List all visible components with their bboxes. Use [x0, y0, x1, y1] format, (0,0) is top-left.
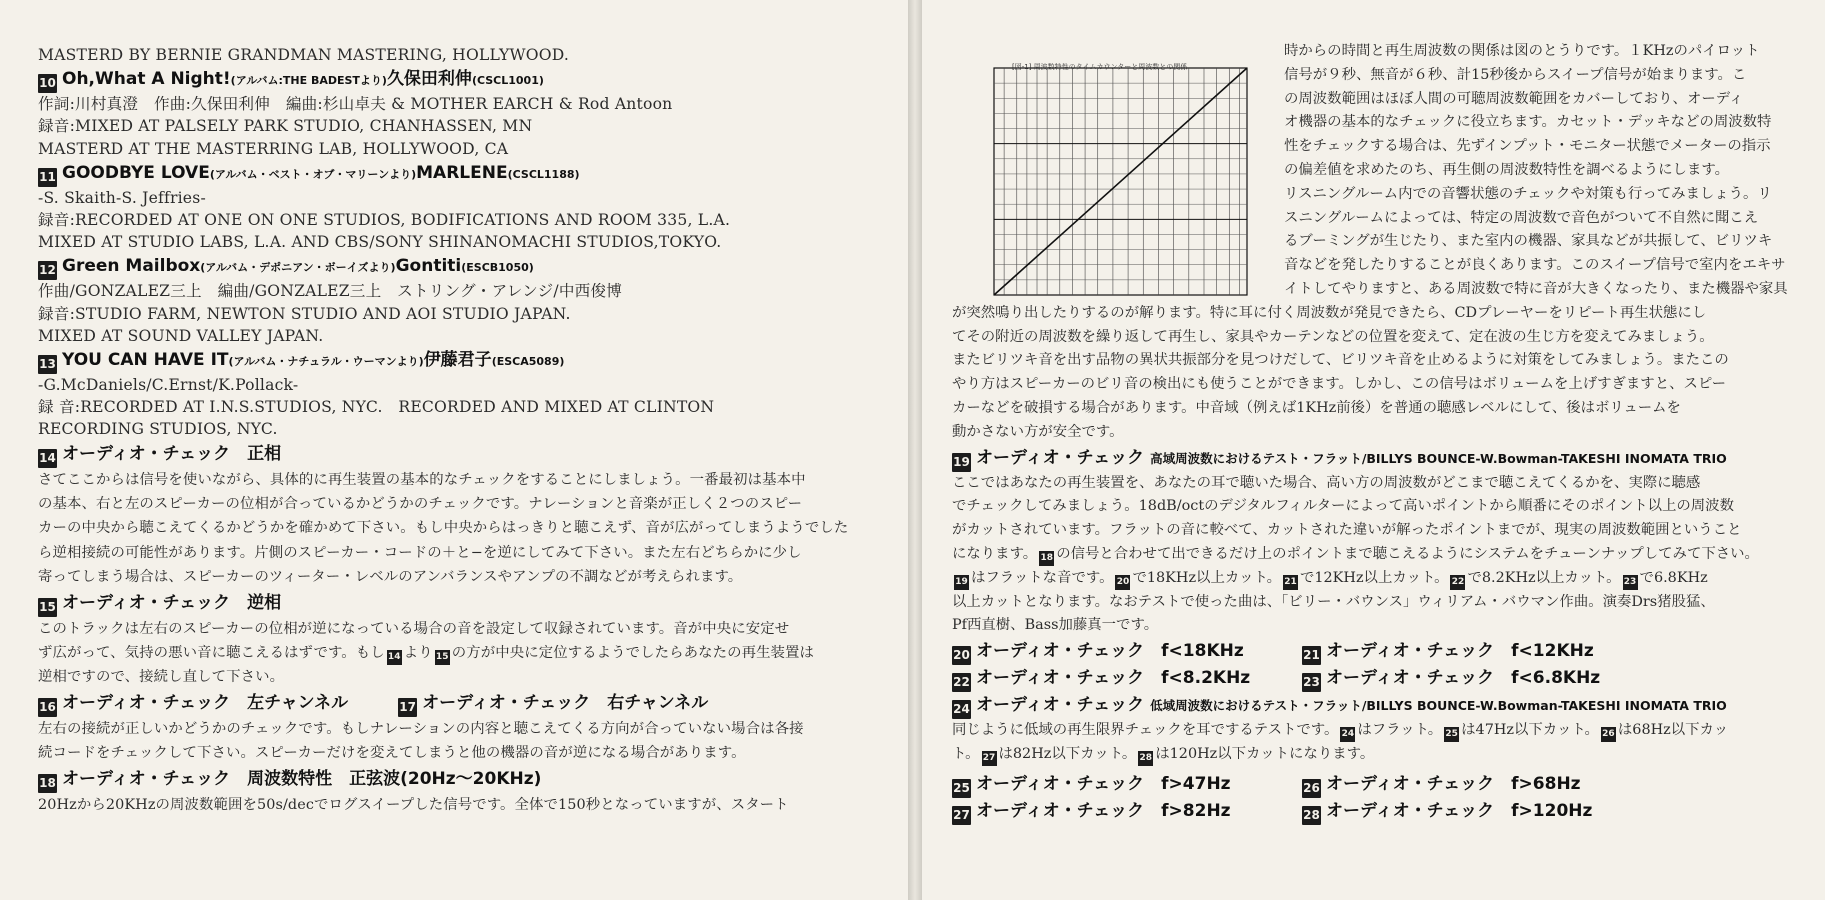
track-number-badge: 17	[398, 698, 417, 717]
credit-line: RECORDING STUDIOS, NYC.	[38, 420, 278, 439]
track-number-badge: 13	[38, 355, 57, 374]
body-line: カーなどを破損する場合があります。中音域（例えば1KHz前後）を普通の聴感レベルにして、後はボリュームを	[952, 399, 1681, 416]
credit-line: -S. Skaith-S. Jeffries-	[38, 188, 206, 207]
track-number-badge: 24	[952, 700, 971, 719]
track-subtitle: 低域周波数におけるテスト・フラット/BILLYS BOUNCE-W.Bowman-TAKESHI INOMATA TRIO	[1150, 698, 1727, 714]
body-line	[38, 641, 880, 665]
track-number-badge: 27	[952, 806, 971, 825]
body-line: さてここからは信号を使いながら、具体的に再生装置の基本的なチェックをすることにしましょう。一番最初は基本中	[38, 471, 806, 488]
track-20-heading	[952, 639, 1302, 665]
track-title: オーディオ・チェック	[976, 695, 1145, 716]
credit-line: 作曲/GONZALEZ三上 編曲/GONZALEZ三上 ストリング・アレンジ/中西俊博	[38, 282, 623, 301]
body-line: カーの中央から聴こえてくるかどうかを確かめて下さい。もし中央からはっきりと聴こえず、音が広がってしまうようでした	[38, 520, 849, 537]
track-number-badge: 12	[38, 261, 57, 280]
track-grid-row	[952, 638, 1805, 665]
track-number-badge: 25	[952, 779, 971, 798]
body-line: 左右の接続が正しいかどうかのチェックです。もしナレーションの内容と聴こえてくる方向が合っていない場合は各接	[38, 720, 804, 737]
album-note: (アルバム・ナチュラル・ウーマンより)	[228, 355, 424, 369]
body-line: が突然鳴り出したりするのが解ります。特に耳に付く周波数が発見できたら、CDプレーヤーをリピート再生状態にし	[952, 304, 1707, 321]
track-11-heading	[38, 161, 880, 187]
track-15-heading	[38, 591, 880, 617]
body-line: てその附近の周波数を繰り返して再生し、家具やカーテンなどの位置を変えて、定在波の生じ方を変えてみましょう。	[952, 328, 1714, 345]
credit-line: MIXED AT STUDIO LABS, L.A. AND CBS/SONY SHINANOMACHI STUDIOS,TOKYO.	[38, 233, 722, 252]
track-19-heading	[952, 446, 1805, 472]
inline-track-badge: 28	[1138, 751, 1153, 766]
body-line: 動かさない方が安全です。	[952, 423, 1124, 440]
left-page	[0, 0, 908, 900]
figure-caption: [図-1] 周波数特性のタイムカウンターと周波数との関係	[1012, 63, 1188, 71]
inline-track-badge: 27	[982, 751, 997, 766]
inline-track-badge: 24	[1340, 727, 1355, 742]
body-text: の信号と合わせて出できるだけ上のポイントまで聴こえるようにシステムをチューンナップしてみて下さい。	[1056, 545, 1759, 562]
body-line	[952, 719, 1805, 743]
credit-line: MIXED AT SOUND VALLEY JAPAN.	[38, 326, 324, 345]
body-text: で8.2KHz以上カット。	[1467, 569, 1621, 586]
track-18-heading	[38, 767, 880, 793]
catalog-code: (CSCL1188)	[507, 167, 580, 181]
track-title: オーディオ・チェック	[1326, 800, 1495, 821]
body-text: は82Hz以下カット。	[998, 745, 1137, 762]
body-line: の偏差値を求めたのち、再生側の周波数特性を調べるようにします。	[1284, 161, 1729, 178]
body-line: またビリツキ音を出す品物の異状共振部分を見つけだして、ビリツキ音を止めるように対策をしてみましょう。またこの	[952, 352, 1729, 369]
track-27-heading	[952, 799, 1302, 825]
track-13-heading	[38, 348, 880, 374]
track-10-heading	[38, 67, 880, 93]
credit-line: 録 音:RECORDED AT I.N.S.STUDIOS, NYC. RECORDED AND MIXED AT CLINTON	[38, 398, 715, 417]
track-number-badge: 26	[1302, 779, 1321, 798]
track-28-heading	[1302, 799, 1652, 825]
body-line: 続コードをチェックして下さい。スピーカーだけを変えてしまうと他の機器の音が逆になる場合があります。	[38, 745, 746, 762]
artist-name: MARLENE	[416, 162, 508, 183]
inline-track-badge: 20	[1115, 575, 1130, 590]
body-text: の方が中央に定位するようでしたらあなたの再生装置は	[451, 645, 815, 662]
credit-line: 録音:MIXED AT PALSELY PARK STUDIO, CHANHASSEN, MN	[38, 117, 533, 136]
track-title: オーディオ・チェック	[976, 447, 1145, 468]
inline-track-badge: 23	[1623, 575, 1638, 590]
cutoff-value: f>82Hz	[1161, 800, 1231, 821]
track-title: オーディオ・チェック	[976, 800, 1145, 821]
catalog-code: (ESCA5089)	[491, 355, 565, 369]
album-note: (アルバム・ベスト・オブ・マリーンより)	[209, 167, 417, 181]
body-line: ら逆相接続の可能性があります。片側のスピーカー・コードの＋と−を逆にしてみて下さい。また左右どちらかに少し	[38, 544, 802, 561]
track-26-heading	[1302, 772, 1652, 798]
track-subtitle: 高域周波数におけるテスト・フラット/BILLYS BOUNCE-W.Bowman-TAKESHI INOMATA TRIO	[1150, 450, 1727, 466]
cutoff-value: f<8.2KHz	[1161, 668, 1251, 689]
track-number-badge: 15	[38, 598, 57, 617]
cutoff-value: f>47Hz	[1161, 773, 1231, 794]
track-number-badge: 28	[1302, 806, 1321, 825]
body-text: で12KHz以上カット。	[1299, 569, 1449, 586]
track-number-badge: 11	[38, 168, 57, 187]
body-text: はフラット。	[1357, 722, 1443, 739]
body-line: 性をチェックする場合は、先ずインプット・モニター状態でメーターの指示	[1284, 138, 1771, 155]
track-title: オーディオ・チェック	[1326, 668, 1495, 689]
body-line: スニングルームによっては、特定の周波数で音色がついて不自然に聞こえ	[1284, 209, 1759, 226]
track-number-badge: 19	[952, 453, 971, 472]
track-21-heading	[1302, 639, 1652, 665]
body-line: 20Hzから20KHzの周波数範囲を50s/decでログスイープした信号です。全体で150秒となっていますが、スタート	[38, 796, 789, 813]
body-line: リスニングルーム内での音響状態のチェックや対策も行ってみましょう。リ	[1284, 185, 1772, 202]
sweep-graph-figure	[952, 40, 1272, 298]
body-line	[952, 743, 1805, 767]
body-line: 以上カットとなります。なおテストで使った曲は、「ビリー・バウンス」ウィリアム・バウマン作曲。演奏Drs猪股猛、	[952, 593, 1715, 610]
body-line: 寄ってしまう場合は、スピーカーのツィーター・レベルのアンバランスやアンプの不調などが考えられます。	[38, 569, 743, 586]
track-25-heading	[952, 772, 1302, 798]
right-page	[922, 0, 1825, 900]
track-number-badge: 20	[952, 646, 971, 665]
track-title: オーディオ・チェック	[1326, 773, 1495, 794]
sweep-graph	[952, 40, 1272, 298]
track-title: オーディオ・チェック 左チャンネル	[62, 692, 349, 713]
body-line: このトラックは左右のスピーカーの位相が逆になっている場合の音を設定して収録されています。音が中央に安定せ	[38, 620, 790, 637]
body-text: で6.8KHz	[1639, 569, 1708, 586]
body-line: オ機器の基本的なチェックに役立ちます。カセット・デッキなどの周波数特	[1284, 114, 1772, 131]
body-line: の基本、右と左のスピーカーの位相が合っているかどうかのチェックです。ナレーションと音楽が正しく２つのスピー	[38, 496, 803, 513]
credit-line: MASTERD AT THE MASTERRING LAB, HOLLYWOOD, CA	[38, 139, 509, 158]
inline-track-badge: 19	[954, 575, 969, 590]
inline-track-badge: 14	[387, 650, 402, 665]
mastering-credit: MASTERD BY BERNIE GRANDMAN MASTERING, HOLLYWOOD.	[38, 46, 570, 64]
album-note: (アルバム・デポニアン・ボーイズより)	[200, 261, 396, 275]
track-title: オーディオ・チェック 右チャンネル	[422, 692, 709, 713]
track-title: オーディオ・チェック 逆相	[62, 592, 282, 613]
book-gutter	[908, 0, 922, 900]
credit-line: 作詞:川村真澄 作曲:久保田利伸 編曲:杉山卓夫 & MOTHER EARCH & Rod Antoon	[38, 95, 673, 114]
cutoff-value: f<18KHz	[1161, 641, 1244, 662]
inline-track-badge: 25	[1444, 727, 1459, 742]
sweep-line	[994, 68, 1247, 295]
track-23-heading	[1302, 666, 1652, 692]
track-title: オーディオ・チェック	[976, 773, 1145, 794]
body-line: 音などを発したりすることが良くあります。このスイープ信号で室内をエキサ	[1284, 257, 1786, 274]
body-text: は68Hz以下カッ	[1617, 722, 1729, 739]
credit-line: -G.McDaniels/C.Ernst/K.Pollack-	[38, 376, 299, 395]
track-title: オーディオ・チェック	[1326, 641, 1495, 662]
body-text: より	[403, 645, 433, 662]
cutoff-value: f>68Hz	[1511, 773, 1581, 794]
cutoff-value: f<12KHz	[1511, 641, 1594, 662]
track-title: オーディオ・チェック	[976, 641, 1145, 662]
figure-wrap-text	[1284, 40, 1805, 302]
body-text: は120Hz以下カットになります。	[1155, 745, 1375, 762]
track-number-badge: 16	[38, 698, 57, 717]
track-title: オーディオ・チェック 正相	[62, 443, 282, 464]
body-line: 時からの時間と再生周波数の関係は図のとうりです。１KHzのパイロット	[1284, 43, 1760, 59]
artist-name: 伊藤君子	[423, 350, 492, 371]
body-line: 信号が９秒、無音が６秒、計15秒後からスイープ信号が始まります。こ	[1284, 66, 1747, 83]
body-text: になります。	[952, 545, 1038, 562]
inline-track-badge: 15	[435, 650, 450, 665]
body-line: ここではあなたの再生装置を、あなたの耳で聴いた場合、高い方の周波数がどこまで聴こえてくるかを、実際に聴感	[952, 474, 1701, 491]
track-title: YOU CAN HAVE IT	[62, 350, 229, 371]
track-grid-row	[952, 771, 1805, 798]
body-line: やり方はスピーカーのビリ音の検出にも使うことができます。しかし、この信号はボリュームを上げすぎますと、スピー	[952, 376, 1727, 393]
track-title: オーディオ・チェック	[976, 668, 1145, 689]
cutoff-value: f<6.8KHz	[1511, 668, 1601, 689]
track-title: オーディオ・チェック 周波数特性 正弦波(20Hz〜20KHz)	[62, 768, 542, 789]
catalog-code: (ESCB1050)	[461, 261, 534, 275]
track-number-badge: 10	[38, 74, 57, 93]
body-line: の周波数範囲はほぼ人間の可聴周波数範囲をカバーしており、オーディ	[1284, 90, 1744, 107]
track-22-heading	[952, 666, 1302, 692]
track-number-badge: 18	[38, 774, 57, 793]
credit-line: 録音:RECORDED AT ONE ON ONE STUDIOS, BODIFICATIONS AND ROOM 335, L.A.	[38, 211, 731, 230]
body-text: で18KHz以上カット。	[1132, 569, 1281, 586]
body-line: イトしてやりますと、ある周波数で特に音が大きくなったり、また機器や家具	[1284, 280, 1788, 297]
body-line	[952, 567, 1805, 591]
album-note: (アルバム:THE BADESTより)	[230, 74, 387, 88]
cutoff-value: f>120Hz	[1511, 800, 1593, 821]
body-line: でチェックしてみましょう。18dB/octのデジタルフィルターによって高いポイントから順番にそのポイント以上の周波数	[952, 498, 1734, 515]
body-line: るブーミングが生じたり、また室内の機器、家具などが共振して、ビリツキ	[1284, 233, 1773, 250]
track-grid-row	[952, 798, 1805, 825]
track-number-badge: 14	[38, 449, 57, 468]
inline-track-badge: 21	[1283, 575, 1298, 590]
track-14-heading	[38, 442, 880, 468]
inline-track-badge: 18	[1039, 551, 1054, 566]
track-title: GOODBYE LOVE	[62, 162, 210, 183]
body-text: ず広がって、気持の悪い音に聴こえるはずです。もし	[38, 645, 385, 662]
body-line: がカットされています。フラットの音に較べて、カットされた違いが解ったポイントまでが、現実の周波数範囲ということ	[952, 522, 1742, 539]
body-line	[952, 543, 1805, 567]
body-line: Pf西直樹、Bass加藤真一です。	[952, 617, 1159, 634]
track-title: Oh,What A Night!	[62, 69, 231, 90]
track-24-heading	[952, 693, 1805, 719]
body-text: は47Hz以下カット。	[1461, 722, 1599, 739]
artist-name: 久保田利伸	[386, 69, 472, 90]
track-title: Green Mailbox	[62, 256, 201, 277]
inline-track-badge: 26	[1601, 727, 1616, 742]
inline-track-badge: 22	[1450, 575, 1465, 590]
catalog-code: (CSCL1001)	[471, 74, 544, 88]
track-number-badge: 21	[1302, 646, 1321, 665]
track-12-heading	[38, 254, 880, 280]
track-number-badge: 23	[1302, 673, 1321, 692]
track-grid-row	[952, 665, 1805, 692]
artist-name: Gontiti	[395, 256, 462, 277]
body-text: はフラットな音です。	[971, 569, 1114, 586]
body-line: 逆相ですので、接続し直して下さい。	[38, 669, 285, 686]
track-16-17-heading	[38, 691, 880, 717]
body-text: 同じように低域の再生限界チェックを耳でするテストです。	[952, 722, 1339, 739]
body-text: ト。	[952, 745, 980, 762]
track-number-badge: 22	[952, 673, 971, 692]
credit-line: 録音:STUDIO FARM, NEWTON STUDIO AND AOI STUDIO JAPAN.	[38, 304, 571, 323]
